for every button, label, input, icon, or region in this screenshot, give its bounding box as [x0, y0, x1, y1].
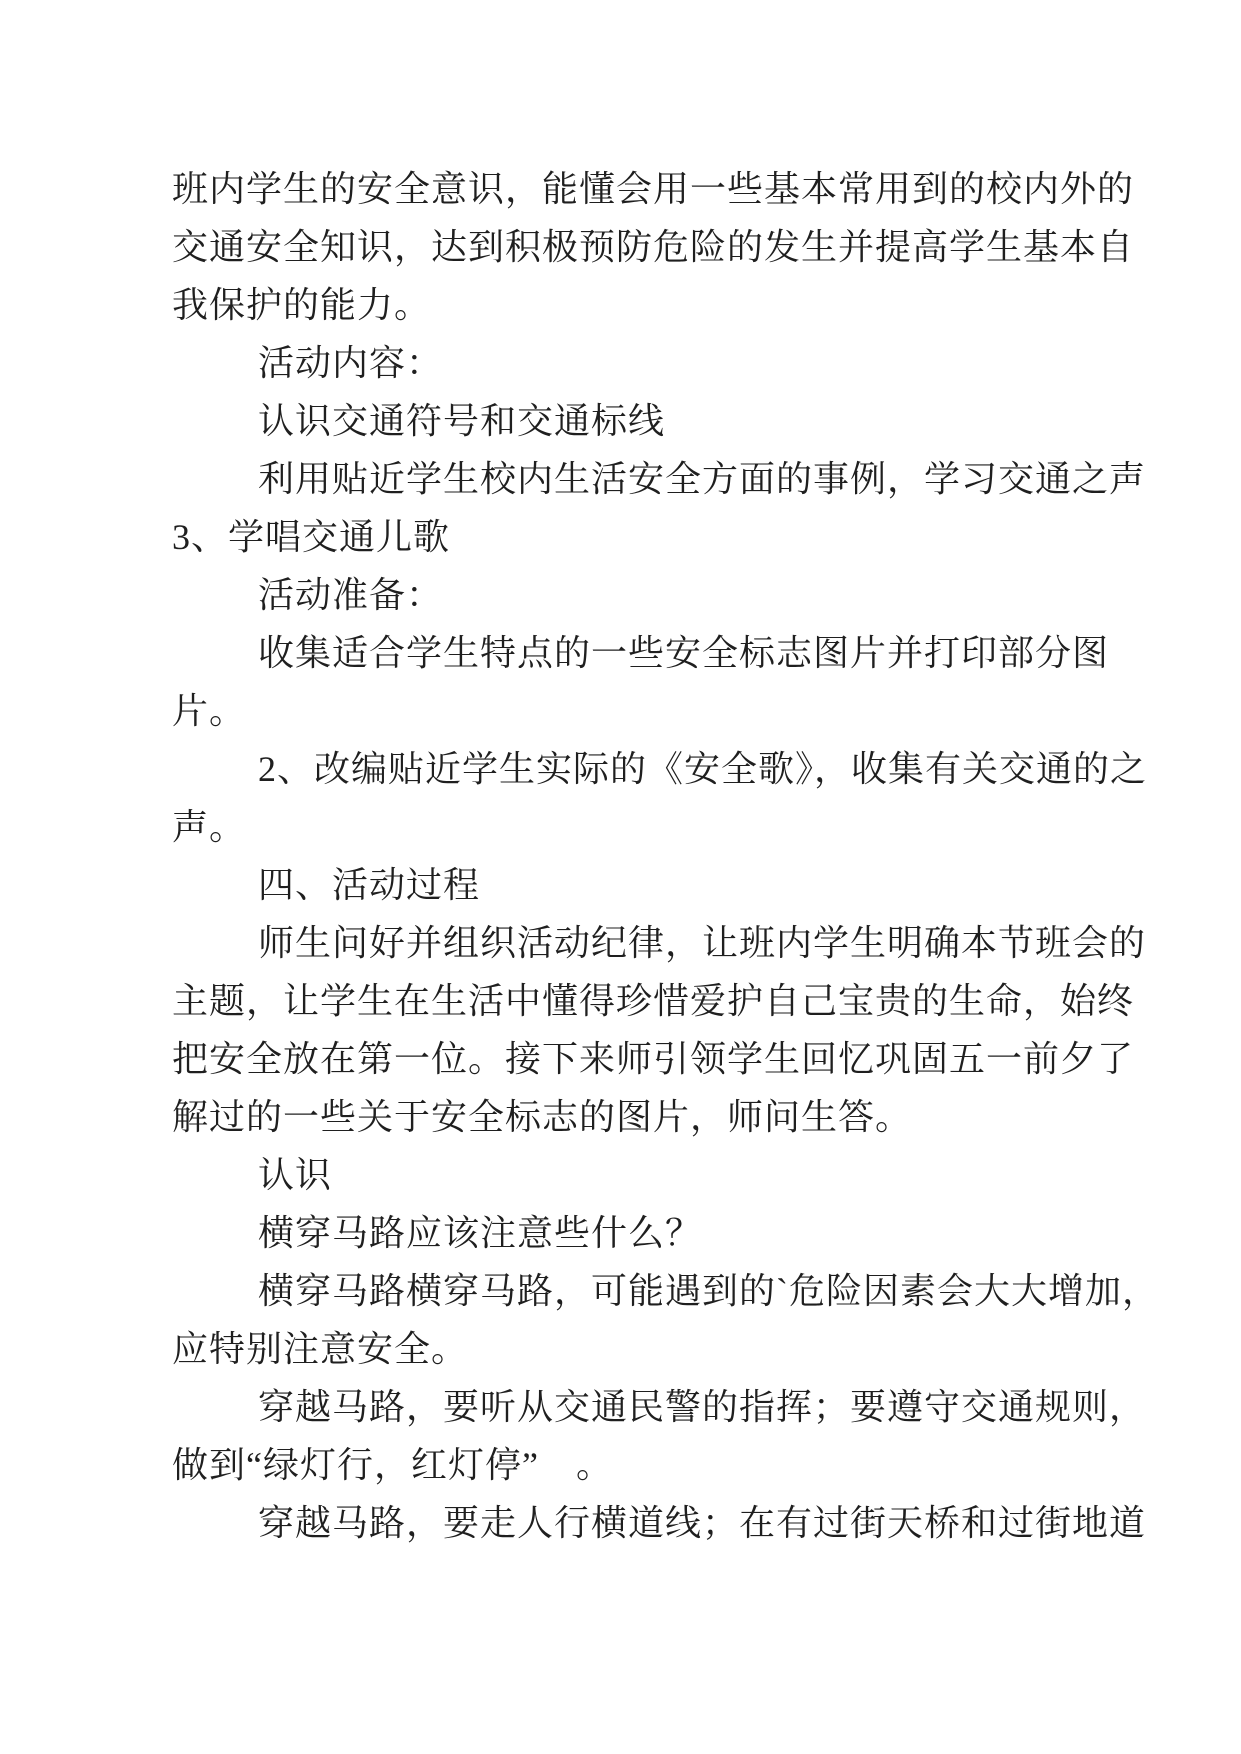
text-line: 穿越马路，要听从交通民警的指挥；要遵守交通规则， [258, 1387, 1147, 1427]
text-line: 做到“绿灯行，红灯停” 。 [172, 1445, 613, 1485]
text-line: 3、学唱交通儿歌 [172, 517, 451, 557]
text-line: 声。 [172, 807, 247, 847]
text-line: 认识交通符号和交通标线 [258, 401, 666, 441]
text-line: 我保护的能力。 [172, 285, 432, 325]
text-line: 片。 [172, 691, 247, 731]
text-line: 班内学生的安全意识，能懂会用一些基本常用到的校内外的 [172, 169, 1135, 209]
text-line: 应特别注意安全。 [172, 1329, 469, 1369]
text-line: 四、活动过程 [258, 865, 481, 905]
text-line: 穿越马路，要走人行横道线；在有过街天桥和过街地道 [258, 1503, 1147, 1543]
text-line: 师生问好并组织活动纪律，让班内学生明确本节班会的 [258, 923, 1147, 963]
text-line: 活动内容： [258, 343, 444, 383]
text-line: 利用贴近学生校内生活安全方面的事例，学习交通之声 [258, 459, 1147, 499]
text-line: 收集适合学生特点的一些安全标志图片并打印部分图 [258, 633, 1110, 673]
text-line: 把安全放在第一位。接下来师引领学生回忆巩固五一前夕了 [172, 1039, 1135, 1079]
document-body [172, 160, 1172, 1552]
text-line: 主题，让学生在生活中懂得珍惜爱护自己宝贵的生命，始终 [172, 981, 1135, 1021]
text-line: 横穿马路应该注意些什么？ [258, 1213, 703, 1253]
text-line: 交通安全知识，达到积极预防危险的发生并提高学生基本自 [172, 227, 1135, 267]
text-line: 认识 [258, 1155, 333, 1195]
text-line: 2、改编贴近学生实际的《安全歌》，收集有关交通的之 [258, 749, 1148, 789]
text-line: 横穿马路横穿马路，可能遇到的`危险因素会大大增加， [258, 1271, 1159, 1311]
text-line: 活动准备： [258, 575, 444, 615]
text-line: 解过的一些关于安全标志的图片，师问生答。 [172, 1097, 913, 1137]
